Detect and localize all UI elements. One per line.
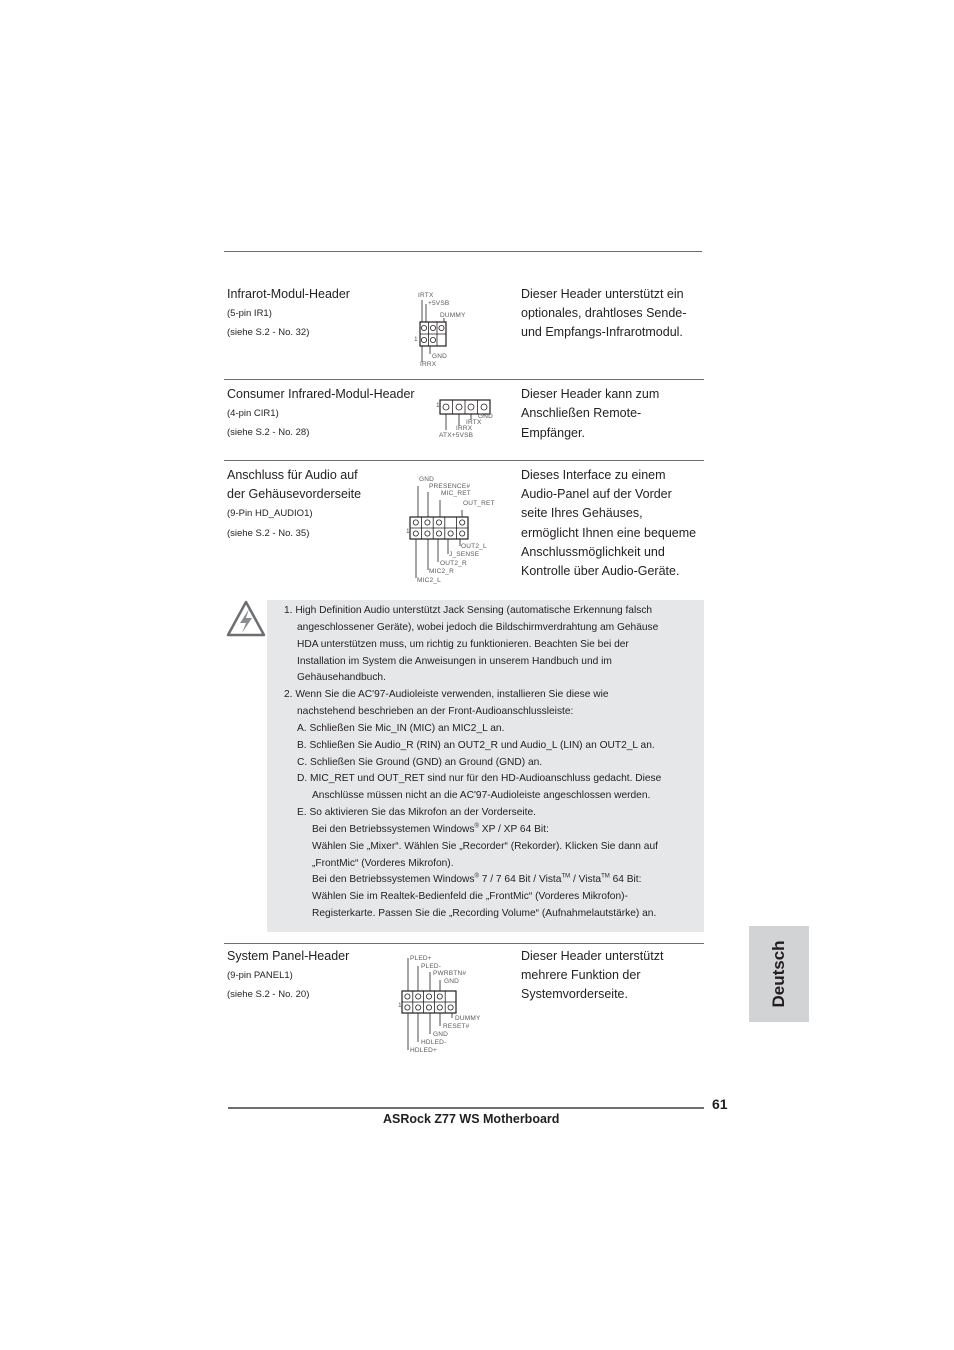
audio-pin-mic2-l: MIC2_L: [417, 577, 441, 584]
page-number: 61: [712, 1096, 728, 1112]
panel-pin-gnd-bottom: GND: [433, 1031, 449, 1038]
audio-desc-4: ermöglicht Ihnen eine bequeme: [521, 526, 697, 540]
cir-desc-3: Empfänger.: [521, 426, 585, 440]
note-w7-reg: ®: [474, 873, 479, 880]
note-2-line-1: 2. Wenn Sie die AC'97-Audioleiste verwenden, installieren Sie diese wie: [284, 689, 609, 700]
language-tab-label: Deutsch: [769, 940, 788, 1008]
note-b: B. Schließen Sie Audio_R (RIN) an OUT2_R und Audio_L (LIN) an OUT2_L an.: [297, 740, 655, 751]
panel-desc-3: Systemvorderseite.: [521, 987, 628, 1001]
note-xp-line-1: Wählen Sie „Mixer“. Wählen Sie „Recorder“ (Rekorder). Klicken Sie dann auf: [312, 841, 658, 852]
divider-1: [224, 379, 704, 380]
note-xp-heading: [312, 822, 549, 839]
note-w7-tm-1: TM: [561, 873, 571, 880]
cir-title: Consumer Infrared-Modul-Header: [227, 387, 415, 401]
ir-pin-5vsb: +5VSB: [428, 300, 450, 307]
cir-pin-info: (4-pin CIR1): [227, 408, 279, 419]
note-xp-line-2: „FrontMic“ (Vorderes Mikrofon).: [312, 858, 454, 869]
cir-ref: (siehe S.2 - No. 28): [227, 427, 310, 438]
audio-desc-6: Kontrolle über Audio-Geräte.: [521, 564, 680, 578]
footer-product: ASRock Z77 WS Motherboard: [383, 1112, 560, 1126]
ir-pin-irrx: IRRX: [420, 361, 437, 368]
footer-rule: [228, 1107, 704, 1109]
ir-pin-dummy: DUMMY: [440, 312, 466, 319]
language-tab: [749, 926, 809, 1022]
note-w7-line-1: Wählen Sie im Realtek-Bedienfeld die „FrontMic“ (Vorderes Mikrofon)-: [312, 891, 628, 902]
ir-desc-3: und Empfangs-Infrarotmodul.: [521, 325, 683, 339]
audio-pin-out2-r: OUT2_R: [440, 560, 467, 567]
ir-pin-info: (5-pin IR1): [227, 308, 272, 319]
panel-pin-dummy: DUMMY: [455, 1015, 481, 1022]
ir-ref: (siehe S.2 - No. 32): [227, 327, 310, 338]
panel-ref: (siehe S.2 - No. 20): [227, 989, 310, 1000]
cir-desc-2: Anschließen Remote-: [521, 406, 642, 420]
ir-pin-irtx: IRTX: [418, 292, 434, 299]
cir-pin-irrx: IRRX: [456, 425, 473, 432]
note-w7-post: 64 Bit:: [609, 874, 642, 885]
note-1-line-3: HDA unterstützen muss, um richtig zu funktionieren. Beachten Sie bei der: [297, 639, 629, 650]
panel-pin-hdled-minus: HDLED-: [421, 1039, 447, 1046]
audio-pin-info: (9-Pin HD_AUDIO1): [227, 508, 313, 519]
audio-title-2: der Gehäusevorderseite: [227, 487, 362, 501]
note-d-line-2: Anschlüsse müssen nicht an die AC'97-Audioleiste angeschlossen werden.: [312, 790, 651, 801]
note-e: E. So aktivieren Sie das Mikrofon an der Vorderseite.: [297, 807, 536, 818]
top-rule: [224, 251, 702, 252]
audio-pin-presence: PRESENCE#: [429, 483, 471, 490]
note-w7-tm-2: TM: [601, 873, 610, 880]
note-w7-line-2: Registerkarte. Passen Sie die „Recording Volume“ (Aufnahmelautstärke) an.: [312, 908, 657, 919]
cir-pin-atx5vsb: ATX+5VSB: [439, 432, 474, 439]
panel-desc-1: Dieser Header unterstützt: [521, 949, 664, 963]
note-w7-heading: [312, 872, 641, 889]
cir-pin-label: 1: [436, 402, 440, 409]
audio-ref: (siehe S.2 - No. 35): [227, 528, 310, 539]
audio-pin-j-sense: J_SENSE: [449, 551, 480, 558]
audio-pin-label: 1: [406, 528, 410, 535]
panel-pin-pled-plus: PLED+: [410, 955, 432, 962]
panel-pin-reset: RESET#: [443, 1023, 470, 1030]
divider-2: [224, 460, 704, 461]
note-1-line-4: Installation im System die Anweisungen in unserem Handbuch und im: [297, 656, 612, 667]
panel-desc-2: mehrere Funktion der: [521, 968, 641, 982]
note-1-line-1: 1. High Definition Audio unterstützt Jack Sensing (automatische Erkennung falsch: [284, 605, 653, 616]
note-1-line-5: Gehäusehandbuch.: [297, 672, 386, 683]
note-d-line-1: D. MIC_RET und OUT_RET sind nur für den HD-Audioanschluss gedacht. Diese: [297, 773, 662, 784]
cir-desc-1: Dieser Header kann zum: [521, 387, 660, 401]
audio-pin-mic2-r: MIC2_R: [429, 568, 455, 575]
panel-title: System Panel-Header: [227, 949, 350, 963]
note-1-line-2: angeschlossener Geräte), wobei jedoch die Bildschirmverdrahtung am Gehäuse: [297, 622, 659, 633]
ir-pin-label: 1: [414, 336, 418, 343]
panel-pin-gnd-top: GND: [444, 978, 460, 985]
audio-desc-1: Dieses Interface zu einem: [521, 468, 666, 482]
cir-pin-irtx: IRTX: [466, 419, 482, 426]
panel-pin-info: (9-pin PANEL1): [227, 970, 293, 981]
divider-3: [224, 943, 704, 944]
note-w7-pre: Bei den Betriebssystemen Windows: [312, 874, 475, 885]
ir-desc-2: optionales, drahtloses Sende-: [521, 306, 687, 320]
audio-desc-5: Anschlussmöglichkeit und: [521, 545, 665, 559]
note-c: C. Schließen Sie Ground (GND) an Ground (GND) an.: [297, 757, 543, 768]
caution-icon: [226, 599, 268, 639]
ir-desc-1: Dieser Header unterstützt ein: [521, 287, 684, 301]
cir-pin-gnd: GND: [478, 413, 494, 420]
note-w7-mid2: / Vista: [570, 874, 602, 885]
note-xp-reg: ®: [474, 823, 479, 830]
audio-desc-3: seite Ihres Gehäuses,: [521, 506, 643, 520]
audio-pin-out2-l: OUT2_L: [461, 543, 487, 550]
panel-pin-pled-minus: PLED-: [421, 963, 442, 970]
audio-pin-mic-ret: MIC_RET: [441, 490, 471, 497]
panel-pin-pwrbtn: PWRBTN#: [433, 970, 467, 977]
audio-pin-out-ret: OUT_RET: [463, 500, 495, 507]
audio-title-1: Anschluss für Audio auf: [227, 468, 358, 482]
note-w7-mid1: 7 / 7 64 Bit / Vista: [478, 874, 562, 885]
note-a: A. Schließen Sie Mic_IN (MIC) an MIC2_L an.: [297, 723, 505, 734]
ir-pin-gnd: GND: [432, 353, 448, 360]
panel-pin-label: 1: [398, 1002, 402, 1009]
audio-pin-gnd: GND: [419, 476, 435, 483]
note-xp-pre: Bei den Betriebssystemen Windows: [312, 824, 475, 835]
note-xp-post: XP / XP 64 Bit:: [478, 824, 549, 835]
note-2-line-2: nachstehend beschrieben an der Front-Audioanschlussleiste:: [297, 706, 574, 717]
audio-desc-2: Audio-Panel auf der Vorder: [521, 487, 672, 501]
ir-title: Infrarot-Modul-Header: [227, 287, 350, 301]
panel-pin-hdled-plus: HDLED+: [410, 1047, 438, 1054]
